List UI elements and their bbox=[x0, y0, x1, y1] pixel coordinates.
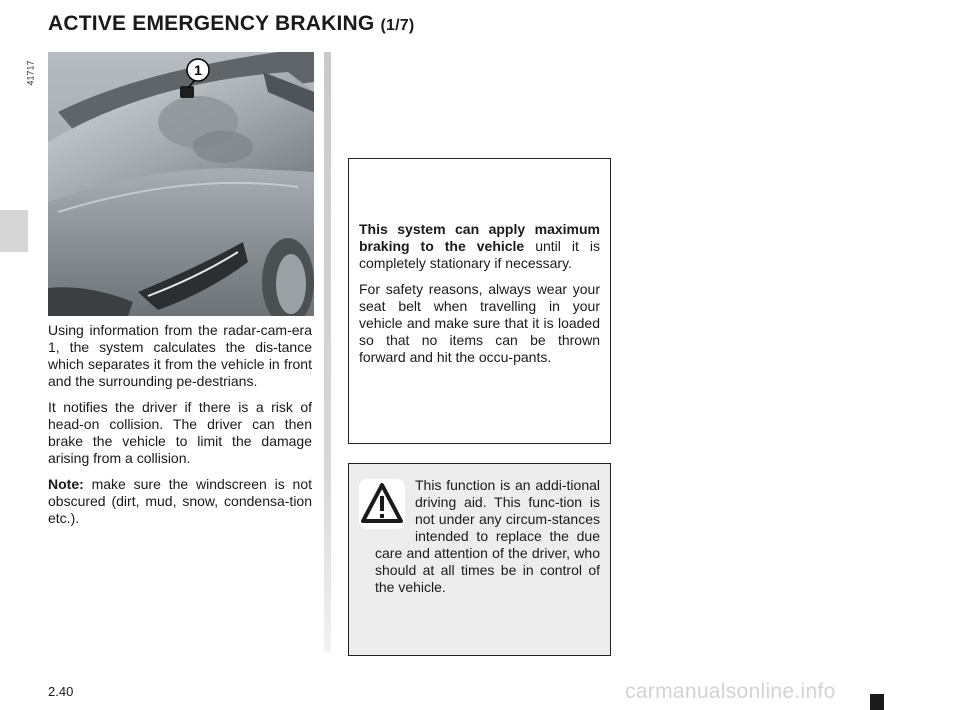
info-bold-lead: This system can apply maximum braking to the vehicle bbox=[359, 221, 600, 254]
warning-text: This function is an addi-tional driving aid. This func-tion is not under any circum-stances intended to replace the due care and attention of the driver, who should at all times be in control of the vehicle. bbox=[375, 477, 600, 595]
page-title bbox=[48, 12, 414, 36]
page-part-indicator: (1/7) bbox=[380, 17, 415, 34]
column-divider bbox=[324, 52, 331, 652]
page-title-text: ACTIVE EMERGENCY BRAKING bbox=[48, 12, 375, 35]
info-paragraph bbox=[359, 221, 600, 272]
body-paragraph: Using information from the radar-cam-era 1, the system calculates the dis-tance which separates it from the vehicle in front and the surrounding pe-destrians. bbox=[48, 322, 312, 389]
chapter-tab bbox=[0, 210, 28, 252]
body-paragraph: It notifies the driver if there is a risk of head-on collision. The driver can then brake the vehicle to limit the damage arising from a collision. bbox=[48, 399, 312, 466]
callout-number: 1 bbox=[194, 62, 202, 78]
warning-box bbox=[348, 463, 611, 656]
figure-reference-code: 41717 bbox=[25, 60, 36, 86]
note-paragraph bbox=[48, 476, 312, 527]
corner-mark bbox=[870, 694, 884, 710]
info-lead-rest: until it is completely stationary if necessary. bbox=[359, 238, 600, 271]
radar-camera-icon bbox=[180, 86, 194, 98]
warning-triangle-icon bbox=[359, 479, 405, 529]
main-text bbox=[48, 322, 312, 536]
note-label: Note: bbox=[48, 476, 84, 492]
watermark: carmanualsonline.info bbox=[625, 680, 836, 703]
info-paragraph: For safety reasons, always wear your seat belt when travelling in your vehicle and make sure that it is loaded so that no items can be thrown forward and hit the occu-pants. bbox=[359, 281, 600, 365]
figure-reference bbox=[25, 56, 44, 96]
info-box bbox=[348, 158, 611, 444]
page-number: 2.40 bbox=[48, 684, 74, 699]
note-text: make sure the windscreen is not obscured (dirt, mud, snow, condensa-tion etc.). bbox=[48, 476, 312, 526]
windscreen-illustration bbox=[48, 52, 314, 316]
